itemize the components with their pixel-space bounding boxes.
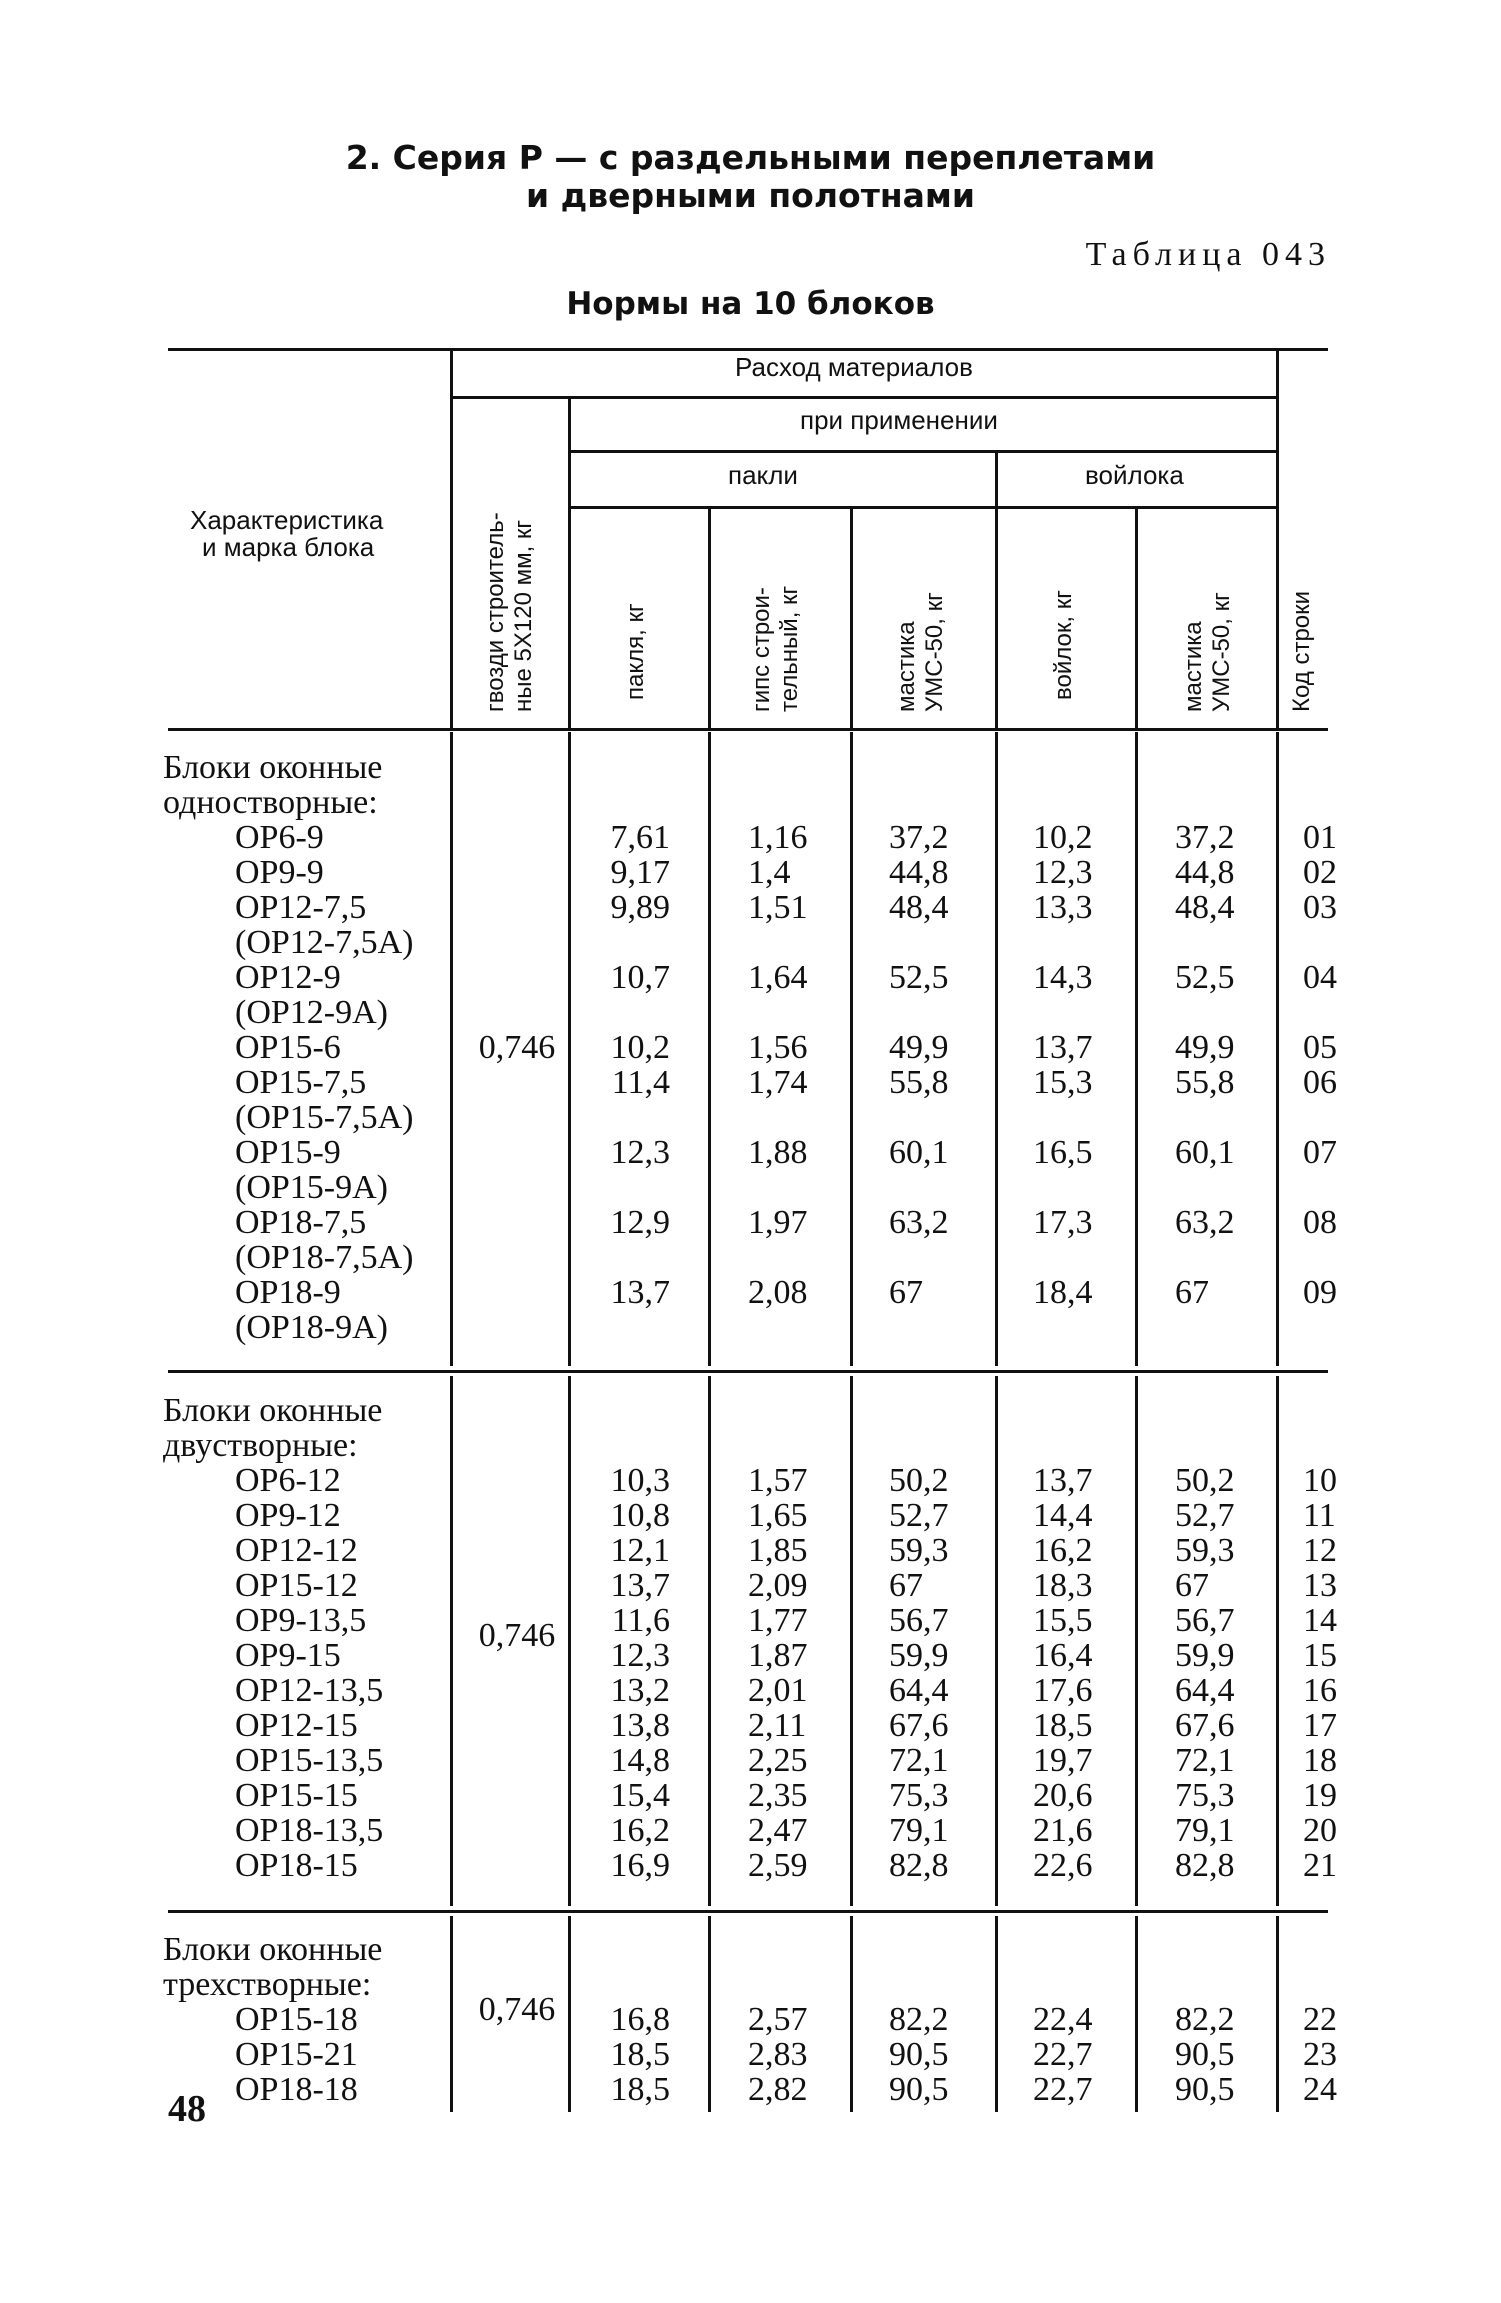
pak-value: 18,5: [610, 2036, 670, 2073]
gips-value: 2,59: [748, 1847, 808, 1884]
voil-value: 16,4: [1033, 1637, 1093, 1674]
pak-value: 10,3: [610, 1462, 670, 1499]
voil-value: 18,3: [1033, 1567, 1093, 1604]
block-name-alt: (ОР12-7,5А): [235, 924, 414, 961]
header-col-mast1-line1: мастика: [893, 621, 920, 712]
block-name: ОР15-9: [235, 1134, 341, 1171]
section-rule: [168, 1370, 1328, 1373]
row-code: 10: [1303, 1462, 1337, 1499]
section-title: Блоки оконные: [163, 749, 383, 786]
mastic-voil-value: 60,1: [1175, 1134, 1235, 1171]
gips-value: 1,88: [748, 1134, 808, 1171]
block-name: ОР18-13,5: [235, 1812, 384, 1849]
row-code: 13: [1303, 1567, 1337, 1604]
section-title: Блоки оконные: [163, 1392, 383, 1429]
gips-value: 1,16: [748, 819, 808, 856]
mastic-voil-value: 67,6: [1175, 1707, 1235, 1744]
block-name: ОР15-6: [235, 1029, 341, 1066]
mastic-pak-value: 63,2: [889, 1204, 949, 1241]
section-rule: [168, 1910, 1328, 1913]
header-col-mast2-line1: мастика: [1180, 621, 1207, 712]
header-vline: [995, 452, 998, 728]
mastic-voil-value: 64,4: [1175, 1672, 1235, 1709]
mastic-voil-value: 59,3: [1175, 1532, 1235, 1569]
voil-value: 22,7: [1033, 2071, 1093, 2108]
block-name: ОР15-13,5: [235, 1742, 384, 1779]
block-name: ОР6-12: [235, 1462, 341, 1499]
block-name: ОР6-9: [235, 819, 324, 856]
body-vline: [995, 1376, 998, 1906]
body-vline: [708, 1916, 711, 2112]
voil-value: 18,5: [1033, 1707, 1093, 1744]
voil-value: 17,3: [1033, 1204, 1093, 1241]
pak-value: 12,3: [610, 1637, 670, 1674]
body-vline: [995, 732, 998, 1366]
voil-value: 22,4: [1033, 2001, 1093, 2038]
row-code: 05: [1303, 1029, 1337, 1066]
body-vline: [850, 1916, 853, 2112]
mastic-pak-value: 50,2: [889, 1462, 949, 1499]
block-name-alt: (ОР12-9А): [235, 994, 388, 1031]
block-name: ОР15-12: [235, 1567, 358, 1604]
row-code: 04: [1303, 959, 1337, 996]
header-col-mast2: [1180, 592, 1236, 712]
mastic-pak-value: 48,4: [889, 889, 949, 926]
block-name: ОР12-15: [235, 1707, 358, 1744]
block-name-alt: (ОР15-7,5А): [235, 1099, 414, 1136]
gips-value: 1,87: [748, 1637, 808, 1674]
section-title: двустворные:: [163, 1427, 358, 1464]
subgroup-rule: [568, 506, 1276, 509]
row-code: 02: [1303, 854, 1337, 891]
pak-value: 15,4: [610, 1777, 670, 1814]
block-name-alt: (ОР15-9А): [235, 1169, 388, 1206]
mastic-voil-value: 67: [1175, 1567, 1209, 1604]
header-vline: [568, 398, 571, 728]
pak-value: 13,2: [610, 1672, 670, 1709]
pak-value: 12,1: [610, 1532, 670, 1569]
voil-value: 10,2: [1033, 819, 1093, 856]
gips-value: 2,01: [748, 1672, 808, 1709]
header-col-gips: [748, 586, 804, 712]
voil-value: 13,3: [1033, 889, 1093, 926]
body-vline: [1135, 1916, 1138, 2112]
voil-value: 15,3: [1033, 1064, 1093, 1101]
pak-value: 16,2: [610, 1812, 670, 1849]
row-code: 21: [1303, 1847, 1337, 1884]
gips-value: 1,4: [748, 854, 791, 891]
header-col-code-text: Код строки: [1288, 590, 1315, 712]
mastic-pak-value: 49,9: [889, 1029, 949, 1066]
pak-value: 13,7: [610, 1274, 670, 1311]
voil-value: 22,6: [1033, 1847, 1093, 1884]
voil-value: 14,4: [1033, 1497, 1093, 1534]
section-title: трехстворные:: [163, 1966, 372, 2003]
header-nails-line2: ные 5Х120 мм, кг: [510, 519, 537, 712]
row-code: 03: [1303, 889, 1337, 926]
voil-value: 18,4: [1033, 1274, 1093, 1311]
header-vline: [708, 508, 711, 728]
pak-value: 12,9: [610, 1204, 670, 1241]
nails-value: 0,746: [478, 1991, 556, 2028]
voil-value: 21,6: [1033, 1812, 1093, 1849]
header-vline: [1135, 508, 1138, 728]
section-subheading: и дверными полотнами: [526, 176, 975, 215]
body-vline: [1276, 1916, 1279, 2112]
gips-value: 1,65: [748, 1497, 808, 1534]
mastic-voil-value: 52,7: [1175, 1497, 1235, 1534]
mastic-pak-value: 67: [889, 1274, 923, 1311]
block-name: ОР15-21: [235, 2036, 358, 2073]
row-code: 17: [1303, 1707, 1337, 1744]
mastic-voil-value: 79,1: [1175, 1812, 1235, 1849]
gips-value: 2,47: [748, 1812, 808, 1849]
voil-value: 13,7: [1033, 1462, 1093, 1499]
row-code: 16: [1303, 1672, 1337, 1709]
mastic-voil-value: 56,7: [1175, 1602, 1235, 1639]
mastic-voil-value: 67: [1175, 1274, 1209, 1311]
mastic-pak-value: 82,8: [889, 1847, 949, 1884]
mastic-pak-value: 79,1: [889, 1812, 949, 1849]
mastic-voil-value: 75,3: [1175, 1777, 1235, 1814]
table-label: Таблица 043: [1085, 236, 1331, 273]
mastic-voil-value: 50,2: [1175, 1462, 1235, 1499]
mastic-voil-value: 49,9: [1175, 1029, 1235, 1066]
block-name: ОР9-12: [235, 1497, 341, 1534]
pak-value: 12,3: [610, 1134, 670, 1171]
mastic-pak-value: 82,2: [889, 2001, 949, 2038]
mastic-voil-value: 63,2: [1175, 1204, 1235, 1241]
header-col-mast1: [893, 592, 949, 712]
mastic-voil-value: 72,1: [1175, 1742, 1235, 1779]
header-col-gips-line2: тельный, кг: [776, 585, 803, 712]
section-title: Блоки оконные: [163, 1931, 383, 1968]
mastic-voil-value: 48,4: [1175, 889, 1235, 926]
mastic-pak-value: 52,7: [889, 1497, 949, 1534]
mastic-pak-value: 59,9: [889, 1637, 949, 1674]
pak-value: 9,17: [610, 854, 670, 891]
row-code: 01: [1303, 819, 1337, 856]
pak-value: 13,7: [610, 1567, 670, 1604]
header-col-voil: [1050, 590, 1078, 700]
row-code: 18: [1303, 1742, 1337, 1779]
body-vline: [850, 1376, 853, 1906]
row-code: 11: [1303, 1497, 1336, 1534]
row-code: 15: [1303, 1637, 1337, 1674]
gips-value: 2,11: [748, 1707, 807, 1744]
gips-value: 2,09: [748, 1567, 808, 1604]
voil-value: 20,6: [1033, 1777, 1093, 1814]
pak-value: 18,5: [610, 2071, 670, 2108]
pak-value: 9,89: [610, 889, 670, 926]
header-col-pak-text: пакля, кг: [622, 603, 649, 700]
gips-value: 1,56: [748, 1029, 808, 1066]
header-characteristic-line1: Характеристика: [190, 505, 384, 535]
block-name: ОР9-9: [235, 854, 324, 891]
row-code: 09: [1303, 1274, 1337, 1311]
mastic-pak-value: 90,5: [889, 2036, 949, 2073]
gips-value: 1,51: [748, 889, 808, 926]
header-voiloka: войлока: [1085, 460, 1184, 490]
block-name: ОР15-18: [235, 2001, 358, 2038]
block-name: ОР12-13,5: [235, 1672, 384, 1709]
page-number: 48: [168, 2088, 206, 2130]
mastic-pak-value: 44,8: [889, 854, 949, 891]
header-usage: при применении: [800, 405, 998, 435]
block-name: ОР18-15: [235, 1847, 358, 1884]
voil-value: 13,7: [1033, 1029, 1093, 1066]
header-col-code: [1288, 591, 1316, 712]
consumption-rule: [450, 396, 1276, 399]
voil-value: 14,3: [1033, 959, 1093, 996]
body-vline: [850, 732, 853, 1366]
row-code: 14: [1303, 1602, 1337, 1639]
voil-value: 22,7: [1033, 2036, 1093, 2073]
gips-value: 2,25: [748, 1742, 808, 1779]
mastic-voil-value: 44,8: [1175, 854, 1235, 891]
block-name: ОР15-7,5: [235, 1064, 367, 1101]
mastic-pak-value: 72,1: [889, 1742, 949, 1779]
header-vline: [450, 350, 453, 728]
header-col-gips-line1: гипс строи-: [748, 587, 775, 712]
table-top-rule: [168, 348, 1328, 351]
body-vline: [1276, 732, 1279, 1366]
mastic-voil-value: 55,8: [1175, 1064, 1235, 1101]
row-code: 12: [1303, 1532, 1337, 1569]
header-vline: [850, 508, 853, 728]
block-name: ОР12-12: [235, 1532, 358, 1569]
gips-value: 1,97: [748, 1204, 808, 1241]
mastic-voil-value: 59,9: [1175, 1637, 1235, 1674]
norms-caption: Нормы на 10 блоков: [566, 286, 935, 322]
nails-value: 0,746: [478, 1617, 556, 1654]
pak-value: 10,7: [610, 959, 670, 996]
mastic-voil-value: 90,5: [1175, 2071, 1235, 2108]
body-vline: [995, 1916, 998, 2112]
header-col-mast1-line2: УМС-50, кг: [921, 592, 948, 712]
mastic-pak-value: 64,4: [889, 1672, 949, 1709]
mastic-pak-value: 55,8: [889, 1064, 949, 1101]
header-consumption: Расход материалов: [735, 352, 973, 382]
mastic-voil-value: 82,2: [1175, 2001, 1235, 2038]
body-vline: [1276, 1376, 1279, 1906]
voil-value: 12,3: [1033, 854, 1093, 891]
gips-value: 2,57: [748, 2001, 808, 2038]
gips-value: 1,64: [748, 959, 808, 996]
mastic-pak-value: 52,5: [889, 959, 949, 996]
gips-value: 1,74: [748, 1064, 808, 1101]
mastic-pak-value: 37,2: [889, 819, 949, 856]
body-vline: [450, 1916, 453, 2112]
pak-value: 13,8: [610, 1707, 670, 1744]
mastic-pak-value: 67: [889, 1567, 923, 1604]
header-vline: [1276, 350, 1279, 728]
header-nails-line1: гвозди строитель-: [482, 512, 509, 712]
voil-value: 19,7: [1033, 1742, 1093, 1779]
body-vline: [450, 732, 453, 1366]
mastic-voil-value: 37,2: [1175, 819, 1235, 856]
mastic-pak-value: 59,3: [889, 1532, 949, 1569]
body-vline: [450, 1376, 453, 1906]
pak-value: 10,2: [610, 1029, 670, 1066]
row-code: 23: [1303, 2036, 1337, 2073]
body-vline: [1135, 732, 1138, 1366]
body-vline: [1135, 1376, 1138, 1906]
header-col-mast2-line2: УМС-50, кг: [1208, 592, 1235, 712]
block-name: ОР18-9: [235, 1274, 341, 1311]
row-code: 24: [1303, 2071, 1337, 2108]
usage-rule: [568, 450, 1276, 453]
gips-value: 2,82: [748, 2071, 808, 2108]
mastic-voil-value: 90,5: [1175, 2036, 1235, 2073]
gips-value: 1,85: [748, 1532, 808, 1569]
block-name-alt: (ОР18-7,5А): [235, 1239, 414, 1276]
voil-value: 17,6: [1033, 1672, 1093, 1709]
header-bottom-rule: [168, 728, 1328, 731]
pak-value: 11,6: [611, 1602, 670, 1639]
mastic-pak-value: 75,3: [889, 1777, 949, 1814]
nails-value: 0,746: [478, 1029, 556, 1066]
gips-value: 1,57: [748, 1462, 808, 1499]
body-vline: [708, 1376, 711, 1906]
block-name: ОР18-7,5: [235, 1204, 367, 1241]
pak-value: 10,8: [610, 1497, 670, 1534]
mastic-voil-value: 82,8: [1175, 1847, 1235, 1884]
pak-value: 11,4: [611, 1064, 670, 1101]
header-pakli: пакли: [728, 460, 798, 490]
body-vline: [708, 732, 711, 1366]
mastic-pak-value: 56,7: [889, 1602, 949, 1639]
gips-value: 2,08: [748, 1274, 808, 1311]
mastic-pak-value: 60,1: [889, 1134, 949, 1171]
pak-value: 16,9: [610, 1847, 670, 1884]
header-nails: [482, 512, 538, 712]
row-code: 07: [1303, 1134, 1337, 1171]
section-heading: 2. Серия Р — с раздельными переплетами: [345, 138, 1156, 177]
mastic-pak-value: 90,5: [889, 2071, 949, 2108]
pak-value: 16,8: [610, 2001, 670, 2038]
pak-value: 14,8: [610, 1742, 670, 1779]
header-col-voil-text: войлок, кг: [1050, 590, 1077, 700]
row-code: 06: [1303, 1064, 1337, 1101]
voil-value: 16,5: [1033, 1134, 1093, 1171]
voil-value: 16,2: [1033, 1532, 1093, 1569]
mastic-pak-value: 67,6: [889, 1707, 949, 1744]
block-name-alt: (ОР18-9А): [235, 1309, 388, 1346]
block-name: ОР18-18: [235, 2071, 358, 2108]
pak-value: 7,61: [610, 819, 670, 856]
block-name: ОР9-15: [235, 1637, 341, 1674]
gips-value: 2,35: [748, 1777, 808, 1814]
mastic-voil-value: 52,5: [1175, 959, 1235, 996]
gips-value: 2,83: [748, 2036, 808, 2073]
gips-value: 1,77: [748, 1602, 808, 1639]
row-code: 19: [1303, 1777, 1337, 1814]
header-col-pak: [622, 603, 650, 700]
block-name: ОР9-13,5: [235, 1602, 367, 1639]
section-title: одностворные:: [163, 784, 378, 821]
row-code: 20: [1303, 1812, 1337, 1849]
block-name: ОР12-7,5: [235, 889, 367, 926]
block-name: ОР15-15: [235, 1777, 358, 1814]
row-code: 22: [1303, 2001, 1337, 2038]
header-characteristic-line2: и марка блока: [202, 532, 375, 562]
row-code: 08: [1303, 1204, 1337, 1241]
block-name: ОР12-9: [235, 959, 341, 996]
voil-value: 15,5: [1033, 1602, 1093, 1639]
